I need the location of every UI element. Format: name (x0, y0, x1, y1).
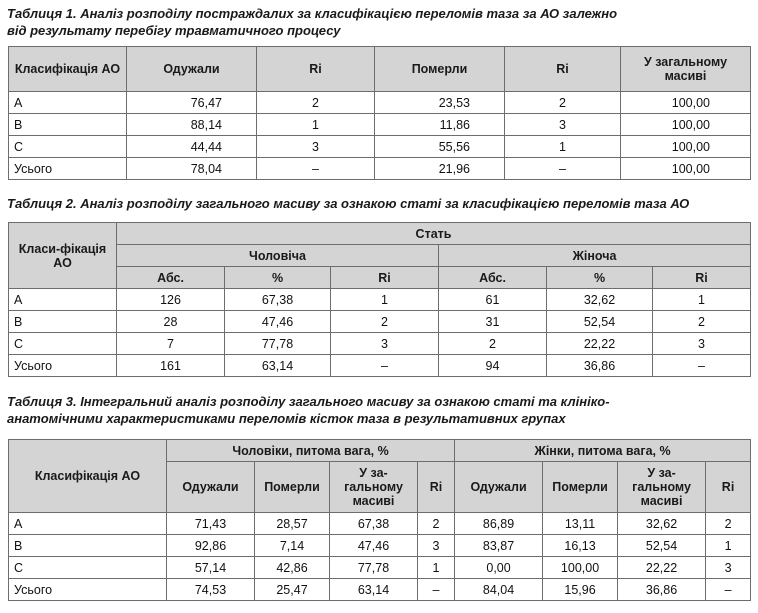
table3-cell: 7,14 (255, 535, 330, 557)
table3-cell: 2 (706, 513, 751, 535)
table1-cell: 100,00 (621, 92, 751, 114)
table2-cell: 3 (331, 333, 439, 355)
table2-header-male: Чоловіча (117, 245, 439, 267)
table2-subheader: % (225, 267, 331, 289)
table3-subheader: Одужали (167, 462, 255, 513)
table1-cell: 1 (257, 114, 375, 136)
table3-cell: 83,87 (455, 535, 543, 557)
table3-cell: 32,62 (618, 513, 706, 535)
table3-cell: 1 (418, 557, 455, 579)
table-row (9, 136, 751, 158)
table2-header-sex: Стать (117, 223, 751, 245)
table2-header-female: Жіноча (439, 245, 751, 267)
table3-header-class: Класифікація АО (9, 440, 167, 513)
table3-cell: 67,38 (330, 513, 418, 535)
table3-caption (7, 393, 610, 427)
table-row (9, 289, 751, 311)
table-row (9, 355, 751, 377)
table-row (9, 557, 751, 579)
table1-cell: 1 (505, 136, 621, 158)
table1-header-ri: Ri (257, 47, 375, 92)
table3-cell: 15,96 (543, 579, 618, 601)
table-row (9, 92, 751, 114)
table3-cell: – (706, 579, 751, 601)
table2-subheader: Ri (331, 267, 439, 289)
table1-cell: B (9, 114, 127, 136)
table-row (9, 114, 751, 136)
table2 (8, 222, 751, 377)
table1-cell: 3 (257, 136, 375, 158)
table1-cell: 44,44 (127, 136, 257, 158)
table2-header-class: Класи-фікація АО (9, 223, 117, 289)
table3-cell: Усього (9, 579, 167, 601)
table2-subheader: Ri (653, 267, 751, 289)
table2-cell: 28 (117, 311, 225, 333)
table1-cell: A (9, 92, 127, 114)
table3-caption-line1: Таблиця 3. Інтегральний аналіз розподілу загального масиву за ознакою статі та клініко- (7, 394, 610, 409)
table-row (9, 333, 751, 355)
table3-cell: 77,78 (330, 557, 418, 579)
table3-cell: 3 (418, 535, 455, 557)
table1-cell: 88,14 (127, 114, 257, 136)
table3-cell: B (9, 535, 167, 557)
table1 (8, 46, 751, 180)
table3-cell: 36,86 (618, 579, 706, 601)
table2-cell: A (9, 289, 117, 311)
table2-cell: 63,14 (225, 355, 331, 377)
table-row (9, 311, 751, 333)
table3-cell: 1 (706, 535, 751, 557)
table2-cell: 94 (439, 355, 547, 377)
table3-subheader: Одужали (455, 462, 543, 513)
table3-cell: 84,04 (455, 579, 543, 601)
table1-cell: – (505, 158, 621, 180)
table3-cell: 92,86 (167, 535, 255, 557)
table1-cell: Усього (9, 158, 127, 180)
table2-cell: 3 (653, 333, 751, 355)
table1-cell: 100,00 (621, 158, 751, 180)
table1-header-recovered: Одужали (127, 47, 257, 92)
table2-cell: 52,54 (547, 311, 653, 333)
table3-cell: 42,86 (255, 557, 330, 579)
table1-cell: 21,96 (375, 158, 505, 180)
table3-header-row1 (9, 440, 751, 462)
table1-cell: 55,56 (375, 136, 505, 158)
table1-cell: 2 (257, 92, 375, 114)
table2-header-row2 (9, 245, 751, 267)
table-row (9, 535, 751, 557)
table2-cell: – (653, 355, 751, 377)
table3-cell: 2 (418, 513, 455, 535)
table3-subheader: У за-гальному масиві (618, 462, 706, 513)
table2-subheader: % (547, 267, 653, 289)
table3-cell: 52,54 (618, 535, 706, 557)
table2-cell: 77,78 (225, 333, 331, 355)
table2-cell: 47,46 (225, 311, 331, 333)
table2-cell: 61 (439, 289, 547, 311)
table2-cell: 36,86 (547, 355, 653, 377)
table2-cell: 2 (331, 311, 439, 333)
table2-cell: – (331, 355, 439, 377)
table3-subheader: Померли (255, 462, 330, 513)
table3-header-female: Жінки, питома вага, % (455, 440, 751, 462)
table1-caption-line1: Таблиця 1. Аналіз розподілу постраждалих за класифікацією переломів таза за АО залежно (7, 6, 618, 21)
table1-cell: – (257, 158, 375, 180)
table-row (9, 158, 751, 180)
table3-cell: 57,14 (167, 557, 255, 579)
table2-cell: 2 (653, 311, 751, 333)
table1-cell: 2 (505, 92, 621, 114)
table3-cell: 25,47 (255, 579, 330, 601)
table2-cell: 2 (439, 333, 547, 355)
table1-cell: C (9, 136, 127, 158)
table1-header-class: Класифікація АО (9, 47, 127, 92)
table3-cell: 74,53 (167, 579, 255, 601)
table3-cell: A (9, 513, 167, 535)
table3-cell: 63,14 (330, 579, 418, 601)
table1-header-ri2: Ri (505, 47, 621, 92)
table1-cell: 23,53 (375, 92, 505, 114)
table1-cell: 3 (505, 114, 621, 136)
table2-caption: Таблиця 2. Аналіз розподілу загального масиву за ознакою статі за класифікацією переломів таза АО (7, 196, 690, 211)
table1-header-row (9, 47, 751, 92)
table2-cell: C (9, 333, 117, 355)
table3-cell: 13,11 (543, 513, 618, 535)
table-row (9, 579, 751, 601)
table3-cell: C (9, 557, 167, 579)
table1-cell: 78,04 (127, 158, 257, 180)
table3-cell: 3 (706, 557, 751, 579)
table3-cell: 47,46 (330, 535, 418, 557)
table2-subheader: Абс. (439, 267, 547, 289)
table1-header-total: У загальному масиві (621, 47, 751, 92)
table2-cell: 22,22 (547, 333, 653, 355)
table3-cell: 16,13 (543, 535, 618, 557)
table3 (8, 439, 751, 601)
table2-cell: B (9, 311, 117, 333)
table1-cell: 11,86 (375, 114, 505, 136)
table1-cell: 100,00 (621, 114, 751, 136)
table2-cell: 7 (117, 333, 225, 355)
table3-header-male: Чоловіки, питома вага, % (167, 440, 455, 462)
table3-subheader: У за-гальному масиві (330, 462, 418, 513)
table3-cell: 28,57 (255, 513, 330, 535)
table3-subheader: Ri (418, 462, 455, 513)
table-row (9, 513, 751, 535)
table3-cell: 86,89 (455, 513, 543, 535)
table1-header-died: Померли (375, 47, 505, 92)
table3-cell: 71,43 (167, 513, 255, 535)
table2-subheader: Абс. (117, 267, 225, 289)
table1-cell: 76,47 (127, 92, 257, 114)
table1-caption-line2: від результату перебігу травматичного процесу (7, 23, 341, 38)
table2-cell: 31 (439, 311, 547, 333)
table3-cell: 100,00 (543, 557, 618, 579)
table3-cell: 0,00 (455, 557, 543, 579)
table1-caption (7, 5, 617, 39)
table3-cell: – (418, 579, 455, 601)
table2-cell: 161 (117, 355, 225, 377)
table2-header-row1 (9, 223, 751, 245)
table3-subheader: Ri (706, 462, 751, 513)
table3-caption-line2: анатомічними характеристиками переломів кісток таза в результативних групах (7, 411, 566, 426)
table2-cell: 67,38 (225, 289, 331, 311)
table2-cell: 126 (117, 289, 225, 311)
table3-cell: 22,22 (618, 557, 706, 579)
table2-cell: Усього (9, 355, 117, 377)
table2-cell: 32,62 (547, 289, 653, 311)
table2-header-row3 (9, 267, 751, 289)
table2-cell: 1 (331, 289, 439, 311)
table3-subheader: Померли (543, 462, 618, 513)
table1-cell: 100,00 (621, 136, 751, 158)
table2-cell: 1 (653, 289, 751, 311)
